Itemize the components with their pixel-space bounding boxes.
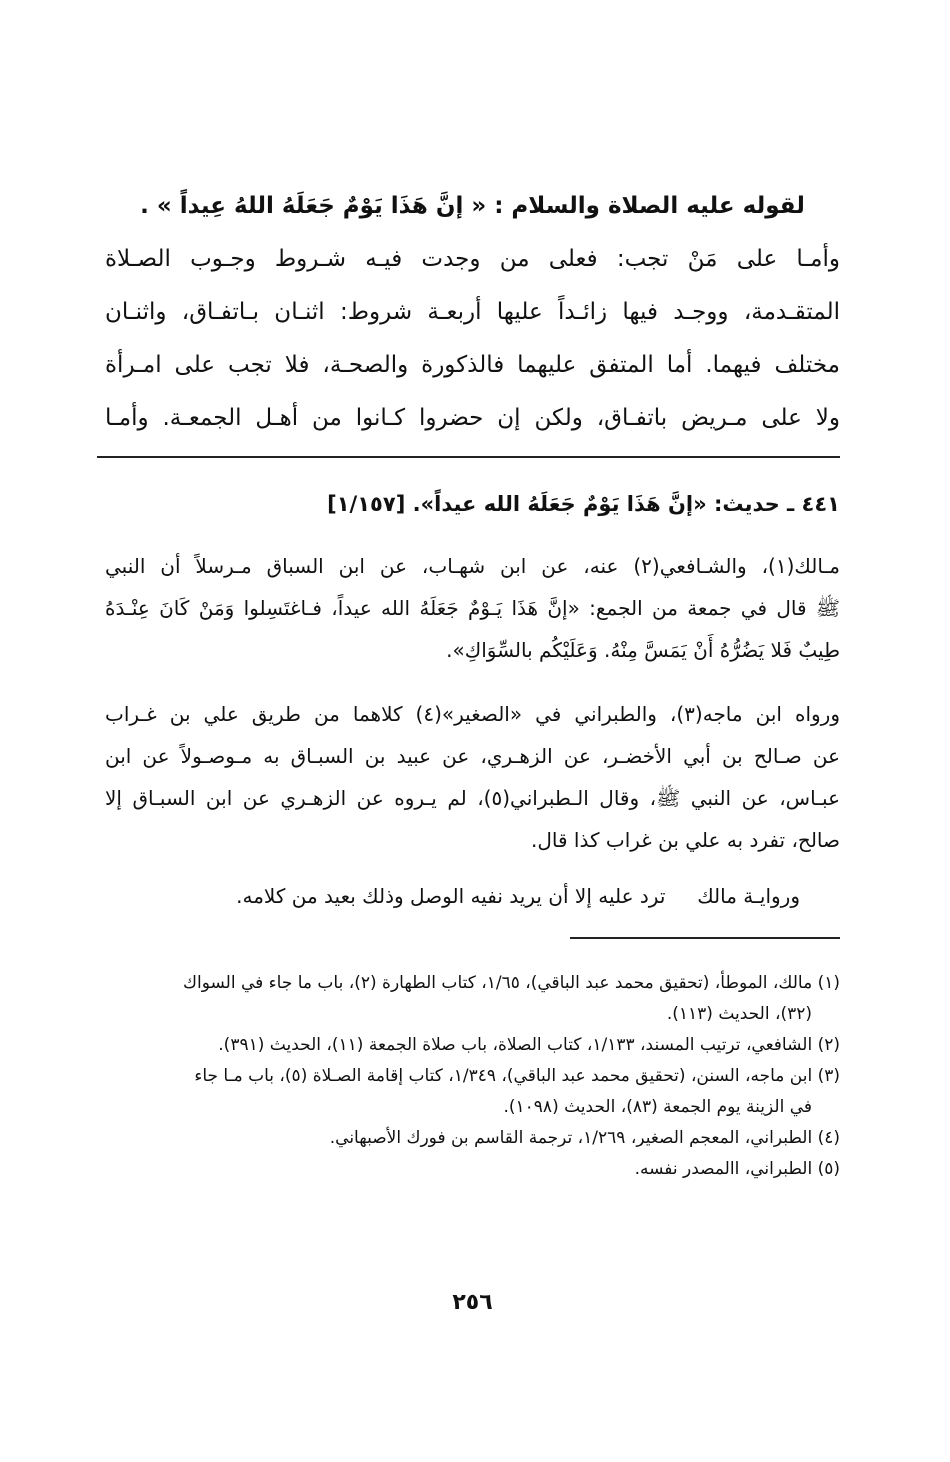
main-text-line: مختلف فيهما. أما المتفق عليهما فالذكورة والصحـة، فلا تجب على امـرأة (105, 352, 840, 378)
commentary-paragraph (105, 693, 840, 861)
main-text (105, 180, 840, 445)
book-page (105, 0, 840, 1462)
section-divider (97, 456, 840, 458)
hadith-heading (105, 488, 840, 520)
hadith-heading-text: ٤٤١ ـ حديث: «إنَّ هَذَا يَوْمٌ جَعَلَهُ الله عيداً». [١/١٥٧] (327, 492, 840, 516)
footnote-divider (570, 937, 840, 939)
main-text-line: لقوله عليه الصلاة والسلام : « إنَّ هَذَا يَوْمٌ جَعَلَهُ اللهُ عِيداً » . (140, 193, 805, 219)
paragraph-line: عبـاس، عن النبي ﷺ، وقال الـطبراني(٥)، لم يـروه عن الزهـري عن ابن السبـاق إلا (105, 786, 840, 810)
footnote-item (105, 1061, 840, 1123)
footnote-item (105, 1154, 840, 1185)
paragraph-line: عن صـالح بن أبي الأخضـر، عن الزهـري، عن عبيد بن السبـاق به مـوصـولاً عن ابن (105, 744, 840, 768)
paragraph-line: مـالك(١)، والشـافعي(٢) عنه، عن ابن شهـاب، عن ابن السباق مـرسلاً أن النبي (105, 554, 840, 578)
commentary-paragraph (105, 545, 840, 671)
footnote-line: (٢) الشافعي، ترتيب المسند، ١/١٣٣، كتاب الصلاة، باب صلاة الجمعة (١١)، الحديث (٣٩١). (218, 1035, 840, 1055)
main-text-line: وأمـا على مَنْ تجب: فعلى من وجدت فيـه شـروط وجـوب الصـلاة (105, 246, 840, 272)
footnote-line: (٣٢)، الحديث (١١٣). (666, 1004, 812, 1024)
footnote-line: (٤) الطبراني، المعجم الصغير، ١/٢٦٩، ترجمة القاسم بن فورك الأصبهاني. (329, 1128, 840, 1148)
footnote-line: في الزينة يوم الجمعة (٨٣)، الحديث (١٠٩٨). (503, 1097, 812, 1117)
main-text-line: ولا على مـريض باتفـاق، ولكن إن حضروا كـانوا من أهـل الجمعـة. وأمـا (105, 405, 840, 431)
footnote-item (105, 1030, 840, 1061)
paragraph-line: صالح، تفرد به علي بن غراب كذا قال. (531, 828, 840, 852)
paragraph-line: طِيبٌ فَلا يَضُرُّهُ أَنْ يَمَسَّ مِنْهُ. وَعَلَيْكُم بالسِّوَاكِ». (446, 638, 840, 662)
paragraph-line: ﷺ قال في جمعة من الجمع: «إنَّ هَذَا يَـوْمٌ جَعَلَهُ الله عيداً، فـاغتَسِلوا وَمَنْ كَانَ عِنْـدَهُ (105, 596, 840, 620)
main-text-line: المتقـدمة، ووجـد فيها زائـداً عليها أربعـة شروط: اثنـان بـاتفـاق، واثنـان (105, 299, 840, 325)
footnote-line: (١) مالك، الموطأ، (تحقيق محمد عبد الباقي)، ١/٦٥، كتاب الطهارة (٢)، باب ما جاء في السواك (182, 973, 840, 993)
footnote-item (105, 1123, 840, 1154)
paragraph-line: ورواه ابن ماجه(٣)، والطبراني في «الصغير»(٤) كلاهما من طريق علي بن غـراب (105, 702, 840, 726)
footnotes (105, 968, 840, 1185)
footnote-line: (٣) ابن ماجه، السنن، (تحقيق محمد عبد الباقي)، ١/٣٤٩، كتاب إقامة الصـلاة (٥)، باب مـا جاء (194, 1066, 840, 1086)
page-number: ٢٥٦ (452, 1290, 493, 1315)
commentary-paragraph (105, 878, 840, 914)
footnote-line: (٥) الطبراني، االمصدر نفسه. (634, 1159, 840, 1179)
paragraph-line: وروايـة مالك ترد عليه إلا أن يريد نفيه الوصل وذلك بعيد من كلامه. (236, 884, 800, 908)
footnote-item (105, 968, 840, 1030)
